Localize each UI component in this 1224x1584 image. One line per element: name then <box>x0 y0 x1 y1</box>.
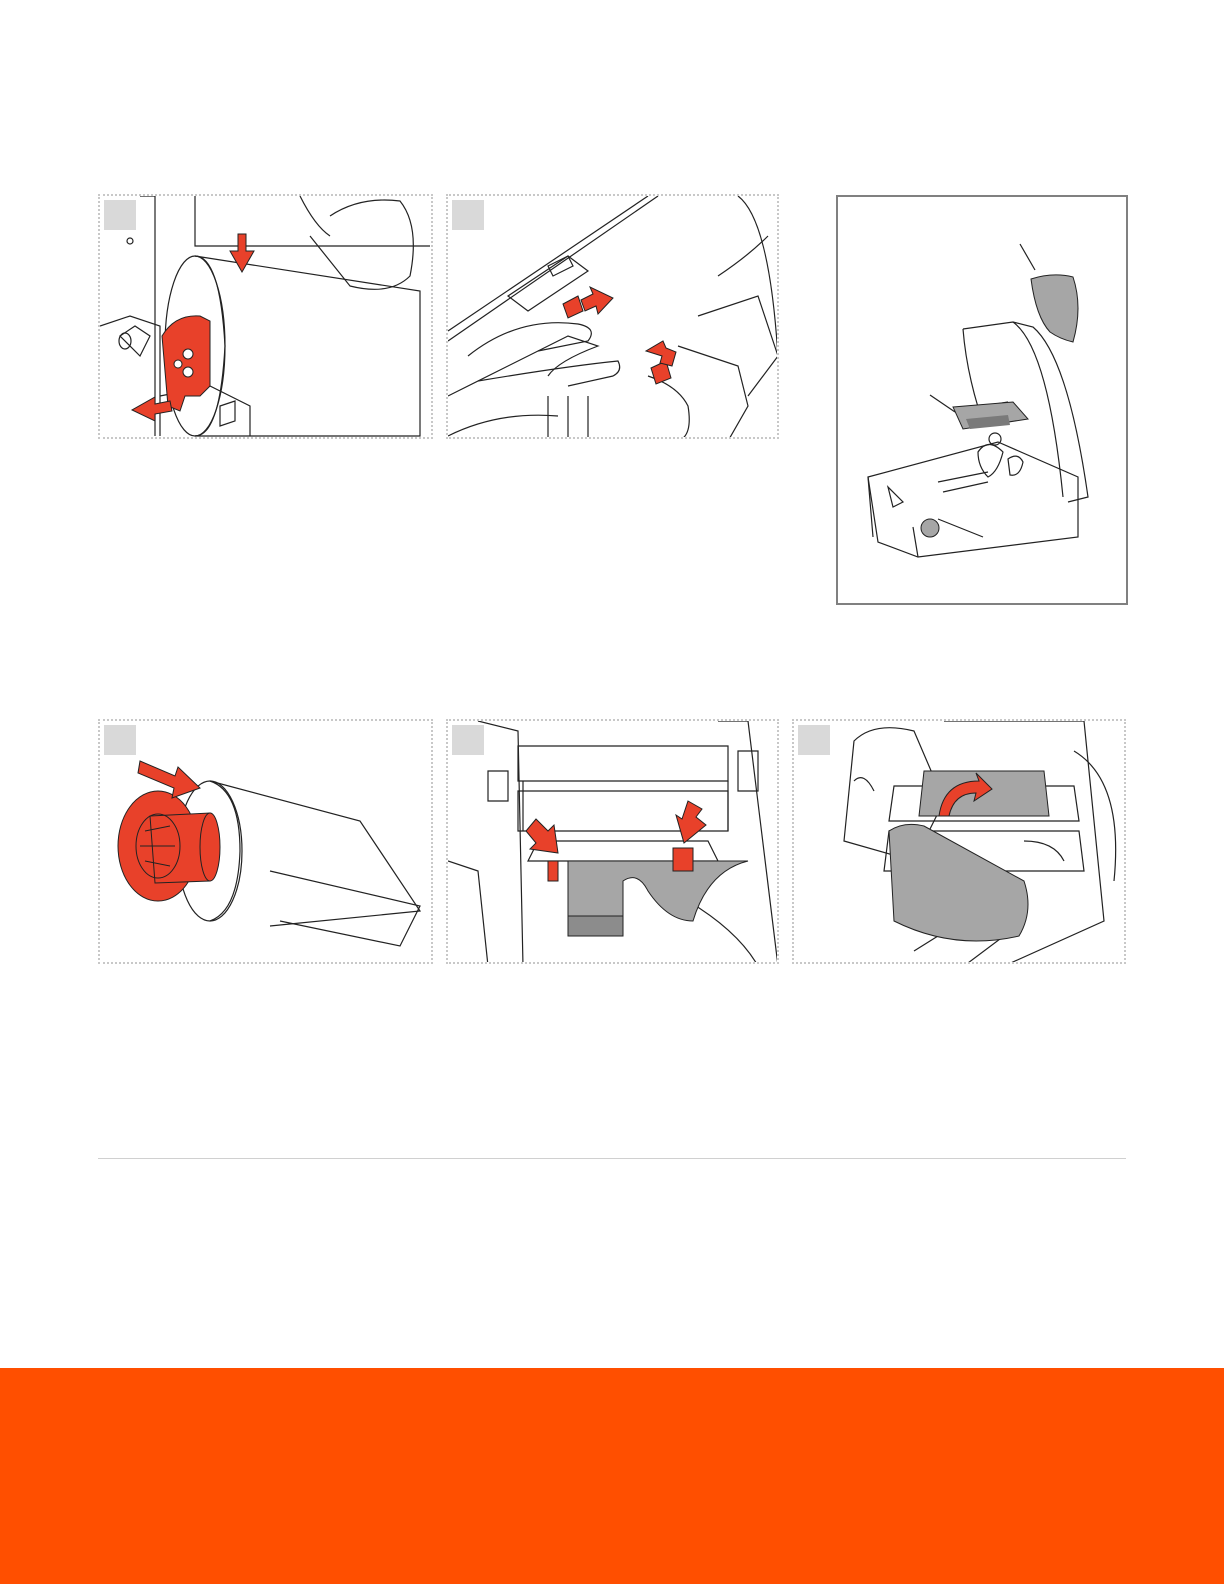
step-panel-5 <box>792 719 1126 964</box>
printer-parts-callout <box>836 195 1128 605</box>
step-panel-4 <box>446 719 779 964</box>
ribbon-takeup-wind-illustration <box>794 721 1126 964</box>
section-divider <box>98 1158 1126 1159</box>
step-panel-3 <box>98 719 433 964</box>
step-badge-2 <box>452 200 484 230</box>
step-badge-4 <box>452 725 484 755</box>
step-panel-1 <box>98 194 433 439</box>
media-roll-loading-illustration <box>100 196 433 439</box>
open-printer-diagram <box>838 197 1130 607</box>
step-badge-3 <box>104 725 136 755</box>
media-guides-adjust-illustration <box>448 196 779 439</box>
step-badge-5 <box>798 725 830 755</box>
ribbon-supply-install-illustration <box>448 721 779 964</box>
step-badge-1 <box>104 200 136 230</box>
ribbon-core-insert-illustration <box>100 721 433 964</box>
footer-accent-band <box>0 1368 1224 1584</box>
step-panel-2 <box>446 194 779 439</box>
